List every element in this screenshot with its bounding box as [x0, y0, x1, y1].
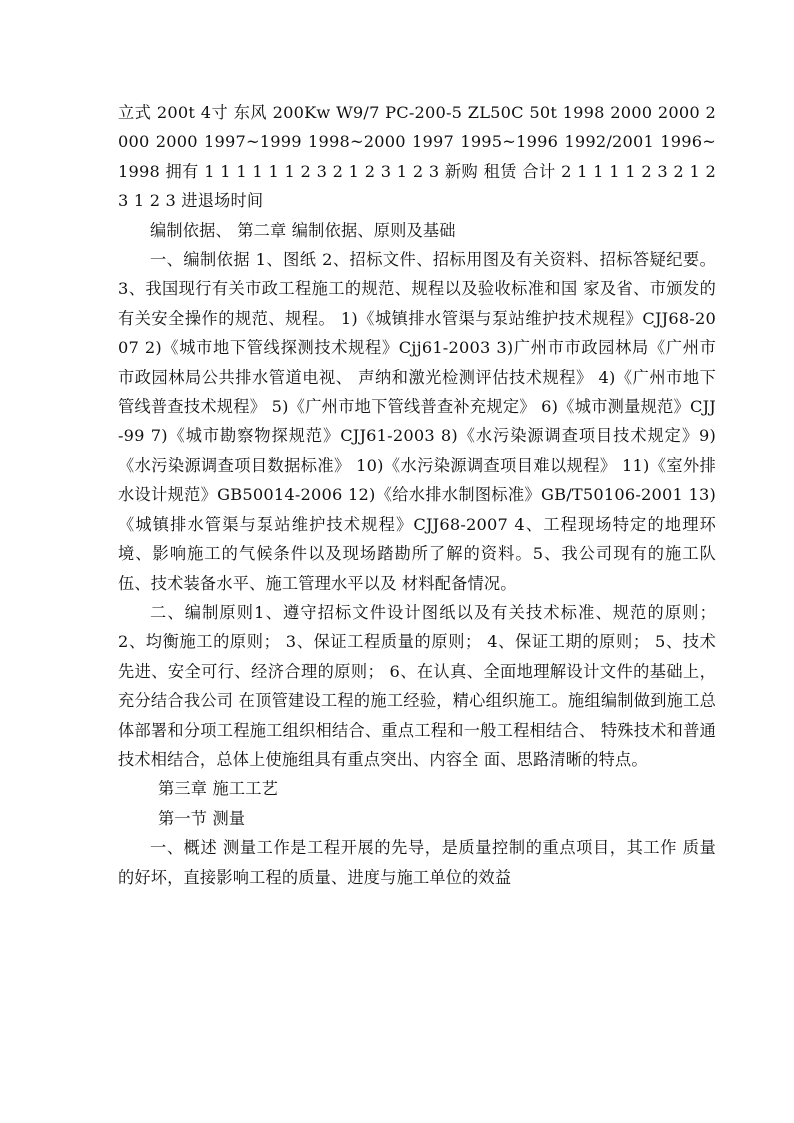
survey-overview-paragraph: 一、概述 测量工作是工程开展的先导，是质量控制的重点项目，其工作 质量的好坏，直接影响工程的质量、进度与施工单位的效益	[118, 838, 716, 887]
section-one-heading: 第一节 测量	[158, 808, 246, 828]
compilation-principles-paragraph: 二、编制原则1、遵守招标文件设计图纸以及有关技术标准、规范的原则； 2、均衡施工的原则； 3、保证工程质量的原则； 4、保证工期的原则； 5、技术先进、安全可行、经济合理的原则； 6、在认真、全面地理解设计文件的基础上，充分结合我公司 在顶管建设工程的施工经验，精心组织施工。施组编制做到施工总 体部署和分项工程施工组织相结合、重点工程和一般工程相结合、 特殊技术和普通技术相结合，总体上使施组具有重点突出、内容全 面、思路清晰的特点。	[118, 602, 716, 769]
text-column	[118, 98, 716, 892]
chapter-two-heading: 编制依据、 第二章 编制依据、原则及基础	[150, 220, 456, 240]
chapter-three-heading: 第三章 施工工艺	[158, 779, 279, 799]
compilation-basis-paragraph: 一、编制依据 1、图纸 2、招标文件、招标用图及有关资料、招标答疑纪要。 3、我国现行有关市政工程施工的规范、规程以及验收标准和国 家及省、市颁发的有关安全操作的规范、规程。 1)《城镇排水管渠与泵站维护技术规程》CJJ68-2007 2)《城市地下管线探测技术规程》Cjj61-2003 3)广州市市政园林局《广州市市政园林局公共排水管道电视、 声纳和激光检测评估技术规程》 4)《广州市地下管线普查技术规程》 5)《广州市地下管线普查补充规定》 6)《城市测量规范》CJJ-99 7)《城市勘察物探规范》CJJ61-2003 8)《水污染源调查项目技术规定》9)《水污染源调查项目数据标准》 10)《水污染源调查项目难以规程》 11)《室外排水设计规范》GB50014-2006 12)《给水排水制图标准》GB/T50106-2001 13)《城镇排水管渠与泵站维护技术规程》CJJ68-2007 4、工程现场特定的地理环境、影响施工的气候条件以及现场踏勘所了解的资料。5、我公司现有的施工队伍、技术装备水平、施工管理水平以及 材料配备情况。	[118, 250, 716, 593]
equipment-table-text: 立式 200t 4寸 东风 200Kw W9/7 PC-200-5 ZL50C 50t 1998 2000 2000 2000 2000 1997~1999 1998~2000 1997 1995~1996 1992/2001 1996~1998 拥有 1 1 1 1 1 1 2 3 2 1 2 3 1 2 3 新购 租赁 合计 2 1 1 1 1 2 3 2 1 2 3 1 2 3 进退场时间	[118, 103, 716, 211]
